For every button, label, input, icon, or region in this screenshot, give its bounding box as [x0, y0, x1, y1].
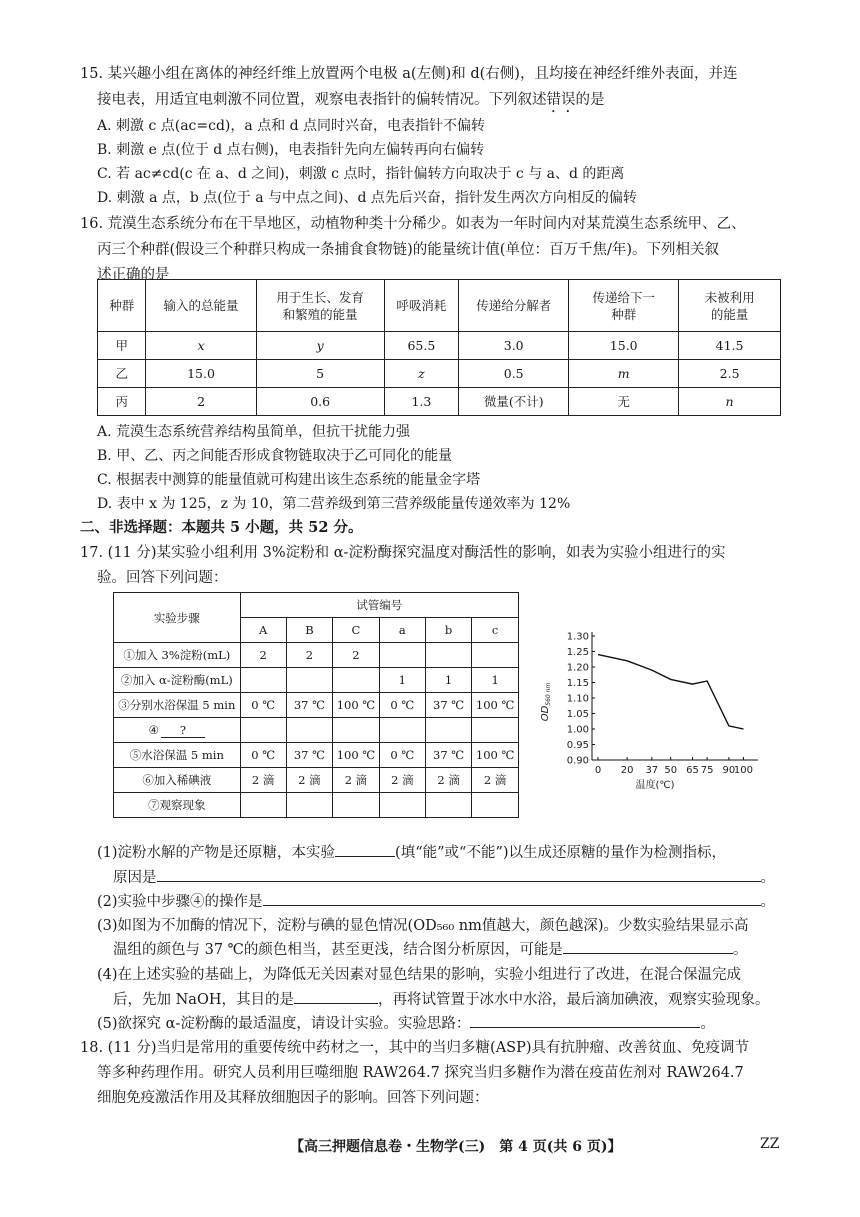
- chart-y-ticks: [567, 632, 595, 767]
- q17-line2: 验。回答下列问题：: [97, 570, 228, 586]
- q17-sub4-text2: ，再将试管置于冰水中水浴，最后滴加碘液，观察实验现象。: [377, 992, 770, 1008]
- table-cell: 2.5: [679, 360, 781, 388]
- table-cell: 100 ℃: [472, 693, 519, 718]
- table-cell: 无: [569, 388, 679, 416]
- header-cell: [384, 280, 458, 332]
- table-cell: [379, 793, 425, 818]
- tube-label: B: [286, 618, 332, 643]
- chart-y-tick-label: 0.90: [566, 755, 589, 767]
- table-row: [114, 768, 519, 793]
- tube-label: c: [472, 618, 519, 643]
- table-cell: 2 滴: [379, 768, 425, 793]
- table-cell: 37 ℃: [425, 743, 471, 768]
- step-cell: ⑦观察现象: [114, 793, 241, 818]
- q16-option-b: B. 甲、乙、丙之间能否形成食物链取决于乙可同化的能量: [97, 448, 453, 464]
- chart-x-tick-label: 100: [733, 765, 754, 776]
- q17-sub4-text: 后，先加 NaOH，其目的是: [113, 992, 294, 1008]
- table-cell: [240, 793, 286, 818]
- table-cell: 65.5: [384, 332, 458, 360]
- header-text: 呼吸消耗: [396, 298, 447, 313]
- section-heading: 二、非选择题：本题共 5 小题，共 52 分。: [80, 519, 363, 536]
- tube-label: A: [240, 618, 286, 643]
- step-cell: [114, 718, 241, 743]
- header-cell: [146, 280, 256, 332]
- chart-x-tick-label: 37: [645, 765, 659, 776]
- q15-line2-end: 的是: [575, 92, 605, 108]
- chart-y-tick-label: 1.05: [566, 709, 589, 720]
- table-row: [114, 718, 519, 743]
- header-text: 输入的总能量: [163, 298, 239, 313]
- footer-code: ZZ: [760, 1136, 780, 1152]
- period: 。: [700, 1016, 715, 1032]
- step-cell: ③分别水浴保温 5 min: [114, 693, 241, 718]
- table-cell: [472, 718, 519, 743]
- table-cell: [240, 718, 286, 743]
- q15-line2-text: 接电表，用适宜电刺激不同位置，观察电表指针的偏转情况。下列叙述: [97, 92, 547, 108]
- chart-x-label: 温度(℃): [635, 780, 675, 791]
- tube-header: 试管编号: [240, 593, 518, 618]
- table-cell: x: [146, 332, 256, 360]
- table-cell: y: [256, 332, 384, 360]
- chart-x-tick-label: 50: [664, 765, 678, 776]
- chart-y-tick-label: 0.95: [566, 740, 589, 751]
- q15-option-d: D. 刺激 a 点，b 点(位于 a 与中点之间)、d 点先后兴奋，指针发生两次方向相反的偏转: [97, 190, 637, 206]
- page-footer: 【高三押题信息卷・生物学(三) 第 4 页(共 6 页)】: [290, 1139, 622, 1155]
- table-cell: 0 ℃: [379, 743, 425, 768]
- period: 。: [760, 894, 776, 910]
- chart-x-tick-label: 20: [620, 765, 634, 776]
- table-cell: [379, 643, 425, 668]
- table-row: [98, 360, 781, 388]
- header-text: 的能量: [710, 306, 749, 322]
- q17-sub1-reason-label: 原因是: [113, 870, 157, 886]
- table-cell: 2 滴: [240, 768, 286, 793]
- q18-line3: 细胞免疫激活作用及其释放细胞因子的影响。回答下列问题：: [97, 1090, 489, 1106]
- header-text: 种群: [109, 298, 135, 313]
- chart-x-tick-label: 65: [686, 765, 699, 776]
- chart-y-tick-label: 1.25: [566, 647, 589, 658]
- chart-x-tick-label: 75: [700, 765, 714, 776]
- q17-sub5: [97, 1012, 715, 1033]
- experiment-table: [113, 592, 519, 818]
- answer-blank[interactable]: [335, 842, 395, 857]
- table-row: [114, 668, 519, 693]
- chart-y-tick-label: 1.10: [566, 693, 589, 705]
- q17-sub3-text: 温组的颜色与 37 ℃的颜色相当，甚至更浅，结合图分析原因，可能是: [113, 942, 563, 958]
- energy-table-header: [98, 280, 781, 332]
- q15-line2: [97, 88, 605, 116]
- table-row: [114, 643, 519, 668]
- q15-emphasis: 错误: [546, 92, 576, 108]
- table-row: [114, 743, 519, 768]
- chart-axes: [592, 632, 758, 760]
- table-cell: [472, 643, 519, 668]
- answer-blank[interactable]: [470, 1013, 700, 1028]
- table-cell: 0 ℃: [240, 743, 286, 768]
- q17-sub1-text: (1)淀粉水解的产物是还原糖，本实验: [97, 845, 336, 861]
- chart-x-tick-label: 0: [594, 765, 602, 776]
- table-cell: 41.5: [679, 332, 781, 360]
- table-cell: 1: [425, 668, 471, 693]
- table-cell: 5: [256, 360, 384, 388]
- chart-y-tick-label: 1.15: [566, 678, 589, 689]
- q16-option-c: C. 根据表中测算的能量值就可构建出该生态系统的能量金字塔: [97, 472, 481, 488]
- tube-label: C: [333, 618, 380, 643]
- table-cell: [286, 718, 332, 743]
- header-text: 传递给分解者: [476, 298, 552, 313]
- od-chart: [540, 622, 770, 802]
- q15-line1: 15. 某兴趣小组在离体的神经纤维上放置两个电极 a(左侧)和 d(右侧)，且均接在神经纤维外表面，并连: [80, 66, 738, 82]
- q18-line1: 18. (11 分)当归是常用的重要传统中药材之一，其中的当归多糖(ASP)具有抗肿瘤、改善贫血、免疫调节: [80, 1040, 750, 1056]
- table-row: [98, 388, 781, 416]
- table-cell: [240, 668, 286, 693]
- header-cell: [459, 280, 569, 332]
- step-cell: ⑤水浴保温 5 min: [114, 743, 241, 768]
- table-cell: [425, 643, 471, 668]
- table-row: [98, 332, 781, 360]
- table-cell: 1.3: [384, 388, 458, 416]
- table-cell: 1: [472, 668, 519, 693]
- answer-blank[interactable]: [263, 891, 761, 906]
- step4-blank: ?: [161, 723, 205, 738]
- table-cell: 2: [286, 643, 332, 668]
- table-cell: 100 ℃: [472, 743, 519, 768]
- table-cell: 37 ℃: [425, 693, 471, 718]
- table-cell: m: [569, 360, 679, 388]
- q16-option-d: D. 表中 x 为 125，z 为 10，第二营养级到第三营养级能量传递效率为 12%: [97, 496, 571, 512]
- header-text: 用于生长、发育: [276, 289, 364, 305]
- header-cell: [98, 280, 146, 332]
- table-cell: [333, 718, 380, 743]
- header-text: 和繁殖的能量: [282, 306, 358, 322]
- q17-sub1-text2: (填“能”或“不能”)以生成还原糖的量作为检测指标，: [395, 845, 727, 861]
- table-cell: 100 ℃: [333, 743, 380, 768]
- table-cell: 37 ℃: [286, 693, 332, 718]
- q16-line1: 16. 荒漠生态系统分布在干旱地区，动植物种类十分稀少。如表为一年时间内对某荒漠生态系统甲、乙、: [80, 216, 746, 232]
- table-cell: z: [384, 360, 458, 388]
- header-cell: [569, 280, 679, 332]
- table-cell: 2: [333, 643, 380, 668]
- table-cell: 2 滴: [286, 768, 332, 793]
- q17-sub2-text: (2)实验中步骤④的操作是: [97, 894, 263, 910]
- table-cell: 0.5: [459, 360, 569, 388]
- answer-blank[interactable]: [157, 867, 761, 882]
- q17-sub5-text: (5)欲探究 α-淀粉酶的最适温度，请设计实验。实验思路：: [97, 1016, 471, 1032]
- table-cell: [333, 793, 380, 818]
- table-cell: [425, 793, 471, 818]
- chart-y-tick-label: 1.20: [566, 662, 589, 674]
- table-row: [114, 793, 519, 818]
- table-cell: 100 ℃: [333, 693, 380, 718]
- q17-sub3-line2: [113, 938, 747, 959]
- q16-line2: 丙三个种群(假设三个种群只构成一条捕食食物链)的能量统计值(单位：百万千焦/年)。下列相关叙: [97, 242, 720, 258]
- table-cell: 丙: [98, 388, 146, 416]
- chart-y-tick-label: 1.00: [566, 724, 589, 736]
- step-cell: ⑥加入稀碘液: [114, 768, 241, 793]
- step-header: 实验步骤: [114, 593, 241, 643]
- q18-line2: 等多种药理作用。研究人员利用巨噬细胞 RAW264.7 探究当归多糖作为潜在疫苗佐剂对 RAW264.7: [97, 1065, 744, 1081]
- q17-sub4-line1: (4)在上述实验的基础上，为降低无关因素对显色结果的影响，实验小组进行了改进，在混合保温完成: [97, 967, 742, 983]
- table-cell: [472, 793, 519, 818]
- table-cell: 0 ℃: [240, 693, 286, 718]
- header-text: 未被利用: [704, 289, 755, 305]
- q17-sub1: [97, 841, 726, 862]
- energy-table: [97, 279, 781, 416]
- q15-option-b: B. 刺激 e 点(位于 d 点右侧)，电表指针先向左偏转再向右偏转: [97, 142, 485, 158]
- table-cell: n: [679, 388, 781, 416]
- table-cell: 37 ℃: [286, 743, 332, 768]
- q16-option-a: A. 荒漠生态系统营养结构虽简单，但抗干扰能力强: [97, 424, 411, 440]
- answer-blank[interactable]: [563, 939, 733, 954]
- q17-sub3-line1: (3)如图为不加酶的情况下，淀粉与碘的显色情况(OD₅₆₀ nm值越大，颜色越深)。少数实验结果显示高: [97, 918, 749, 934]
- table-cell: [333, 668, 380, 693]
- chart-x-tick-label: 90: [722, 765, 736, 776]
- table-cell: 15.0: [146, 360, 256, 388]
- period: 。: [760, 870, 775, 886]
- table-cell: 2: [240, 643, 286, 668]
- q15-option-c: C. 若 ac≠cd(c 在 a、d 之间)，刺激 c 点时，指针偏转方向取决于 c 与 a、d 的距离: [97, 166, 625, 182]
- table-cell: 微量(不计): [459, 388, 569, 416]
- header-cell: [256, 280, 384, 332]
- table-row: [114, 693, 519, 718]
- q17-line1: 17. (11 分)某实验小组利用 3%淀粉和 α-淀粉酶探究温度对酶活性的影响，如表为实验小组进行的实: [80, 545, 726, 561]
- q15-option-a: A. 刺激 c 点(ac=cd)，a 点和 d 点同时兴奋，电表指针不偏转: [97, 118, 486, 134]
- table-cell: 3.0: [459, 332, 569, 360]
- table-cell: 15.0: [569, 332, 679, 360]
- tube-label: b: [425, 618, 471, 643]
- period: 。: [732, 942, 748, 958]
- table-cell: [286, 793, 332, 818]
- table-cell: 2 滴: [425, 768, 471, 793]
- table-cell: 2: [146, 388, 256, 416]
- table-cell: 0 ℃: [379, 693, 425, 718]
- q17-sub4-line2: [113, 988, 769, 1009]
- step-cell: ②加入 α-淀粉酶(mL): [114, 668, 241, 693]
- table-cell: 乙: [98, 360, 146, 388]
- chart-y-label: $OD_{560 nm}$: [540, 682, 552, 722]
- table-cell: 2 滴: [333, 768, 380, 793]
- header-text: 传递给下一: [592, 289, 655, 305]
- q16-line3: 述正确的是: [97, 267, 170, 283]
- chart-y-tick-label: 1.30: [566, 631, 589, 643]
- table-cell: 0.6: [256, 388, 384, 416]
- table-cell: 1: [379, 668, 425, 693]
- q17-sub1-reason: [113, 866, 775, 887]
- header-text: 种群: [611, 306, 637, 322]
- chart-series-line: [598, 655, 744, 729]
- step-cell: ①加入 3%淀粉(mL): [114, 643, 241, 668]
- q17-sub2: [97, 890, 775, 911]
- table-cell: 甲: [98, 332, 146, 360]
- table-cell: [379, 718, 425, 743]
- step4-label: ④: [148, 722, 159, 737]
- table-cell: [286, 668, 332, 693]
- table-cell: 2 滴: [472, 768, 519, 793]
- tube-label: a: [379, 618, 425, 643]
- answer-blank[interactable]: [294, 989, 378, 1004]
- header-cell: [679, 280, 781, 332]
- experiment-table-header: [114, 593, 519, 618]
- table-cell: [425, 718, 471, 743]
